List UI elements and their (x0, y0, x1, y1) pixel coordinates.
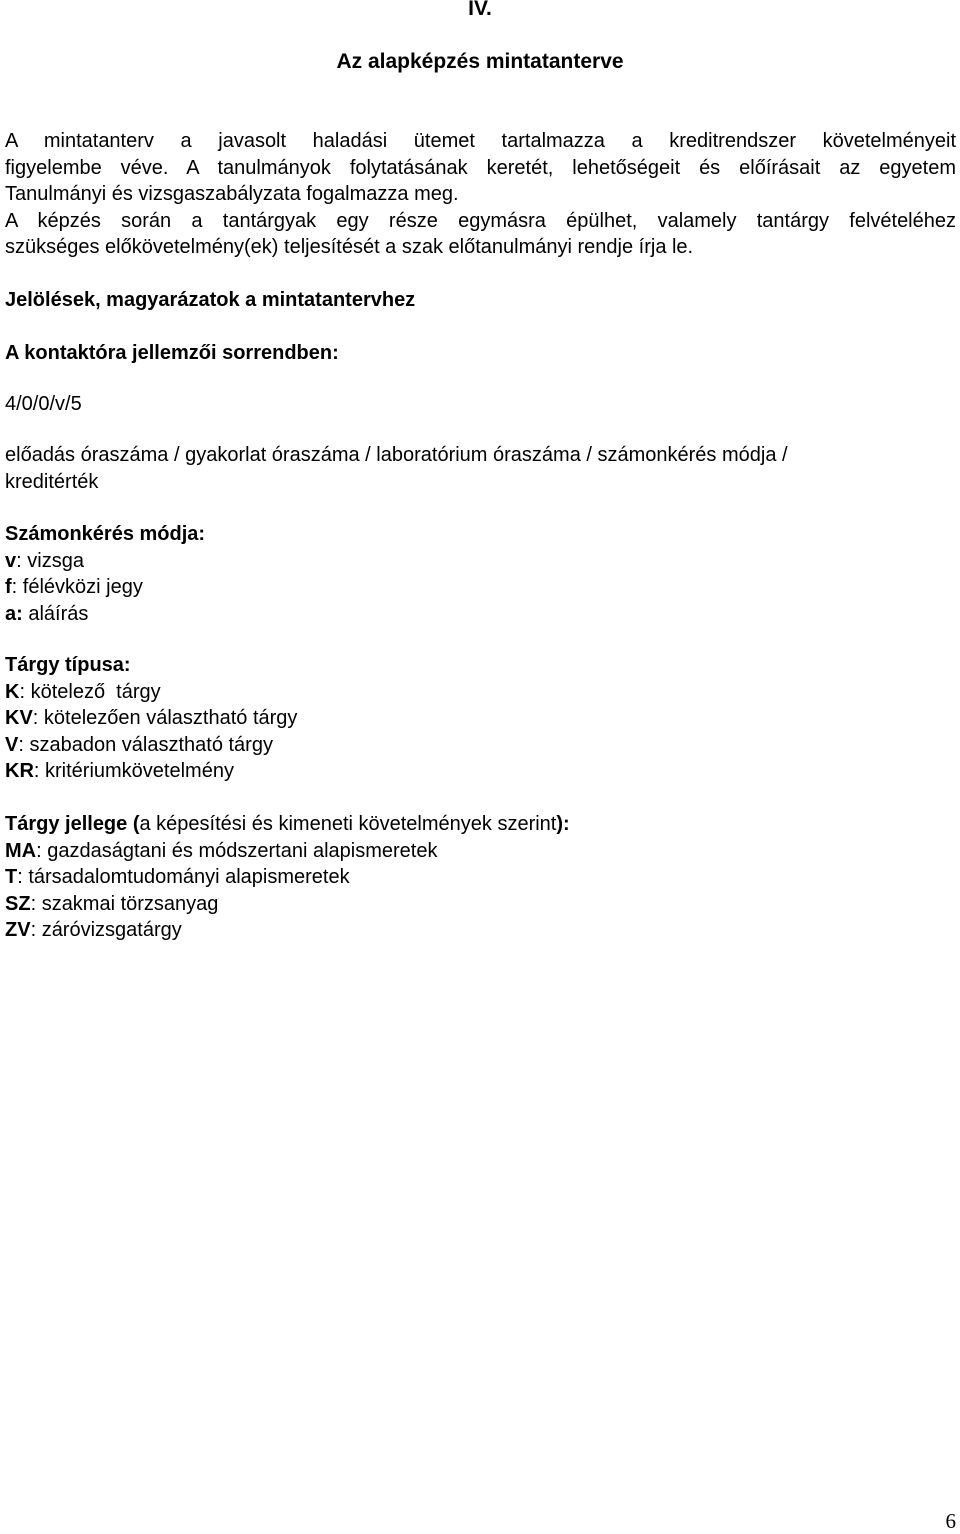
item-separator: : (33, 760, 46, 782)
intro-line: szükséges előkövetelmény(ek) teljesítését a szak előtanulmányi rendje írja le. (5, 236, 694, 258)
contact-hours-example: 4/0/0/v/5 (5, 393, 82, 415)
item-code: KV (5, 707, 33, 729)
item-code: v (5, 549, 17, 572)
item-separator: : (17, 866, 29, 888)
item-text: szabadon választható tárgy (29, 733, 273, 756)
item-separator: : (30, 892, 42, 915)
assessment-item (5, 548, 956, 575)
intro-paragraph (5, 128, 956, 261)
item-code: K (5, 680, 20, 703)
subject-nature-item (5, 891, 956, 918)
explanation-line: kreditérték (5, 470, 99, 493)
item-code: SZ (5, 892, 31, 915)
subject-type-item (5, 732, 956, 759)
subject-type-item (5, 679, 956, 706)
item-code: V (5, 733, 19, 756)
intro-line: figyelembe véve. A tanulmányok folytatásának keretét, lehetőségeit és előírásait az egyetem (5, 156, 956, 179)
heading-bold-end: ): (556, 813, 570, 835)
item-code: ZV (5, 919, 31, 941)
item-code: T (5, 866, 18, 888)
subject-type-item (5, 705, 956, 732)
assessment-section (5, 521, 956, 627)
subject-type-heading: Tárgy típusa: (5, 654, 131, 676)
item-code: KR (5, 760, 34, 782)
item-separator: : (19, 680, 31, 703)
chapter-number: IV. (468, 0, 492, 20)
subject-nature-section (5, 811, 956, 944)
subject-type-item (5, 758, 956, 785)
legend-heading: Jelölések, magyarázatok a mintatantervhez (5, 289, 416, 311)
subject-nature-item (5, 838, 956, 865)
item-text: záróvizsgatárgy (41, 919, 182, 941)
assessment-heading: Számonkérés módja: (5, 523, 206, 545)
subject-type-section (5, 652, 956, 785)
item-text: társadalomtudományi alapismeretek (28, 866, 350, 888)
heading-bold-start: Tárgy jellege ( (5, 813, 140, 835)
assessment-item (5, 601, 956, 628)
item-separator: : (36, 839, 48, 862)
subject-nature-item (5, 917, 956, 944)
page-number: 6 (945, 1509, 956, 1533)
item-separator: : (32, 707, 44, 729)
subject-nature-item (5, 864, 956, 891)
item-separator: : (18, 733, 30, 756)
explanation-line: előadás óraszáma / gyakorlat óraszáma / laboratórium óraszáma / számonkérés módja / (5, 444, 788, 466)
item-text: szakmai törzsanyag (41, 892, 219, 915)
item-separator: : (16, 549, 28, 572)
item-code: f (5, 576, 12, 598)
item-code: MA (5, 839, 37, 862)
subject-nature-heading (5, 811, 956, 838)
heading-regular: a képesítési és kimeneti követelmények szerint (139, 813, 557, 835)
intro-line: A képzés során a tantárgyak egy része egymásra épülhet, valamely tantárgy felvételéhez (5, 209, 956, 232)
item-separator: : (30, 919, 42, 941)
page-title: Az alapképzés mintatanterve (336, 50, 624, 73)
intro-line: Tanulmányi és vizsgaszabályzata fogalmazza meg. (5, 183, 459, 205)
item-text: kötelező tárgy (30, 680, 161, 703)
item-text: aláírás (28, 602, 89, 625)
item-code: a: (5, 602, 23, 625)
assessment-item (5, 574, 956, 601)
intro-line: A mintatanterv a javasolt haladási ütemet tartalmazza a kreditrendszer követelményeit (5, 130, 956, 152)
item-separator: : (11, 576, 23, 598)
item-text: kötelezően választható tárgy (43, 707, 298, 729)
item-text: félévközi jegy (22, 576, 143, 598)
item-text: gazdaságtani és módszertani alapismeretek (47, 839, 438, 862)
item-text: kritériumkövetelmény (45, 760, 234, 782)
contact-hours-heading: A kontaktóra jellemzői sorrendben: (5, 342, 339, 364)
item-text: vizsga (27, 549, 84, 572)
contact-hours-explanation (5, 442, 956, 495)
